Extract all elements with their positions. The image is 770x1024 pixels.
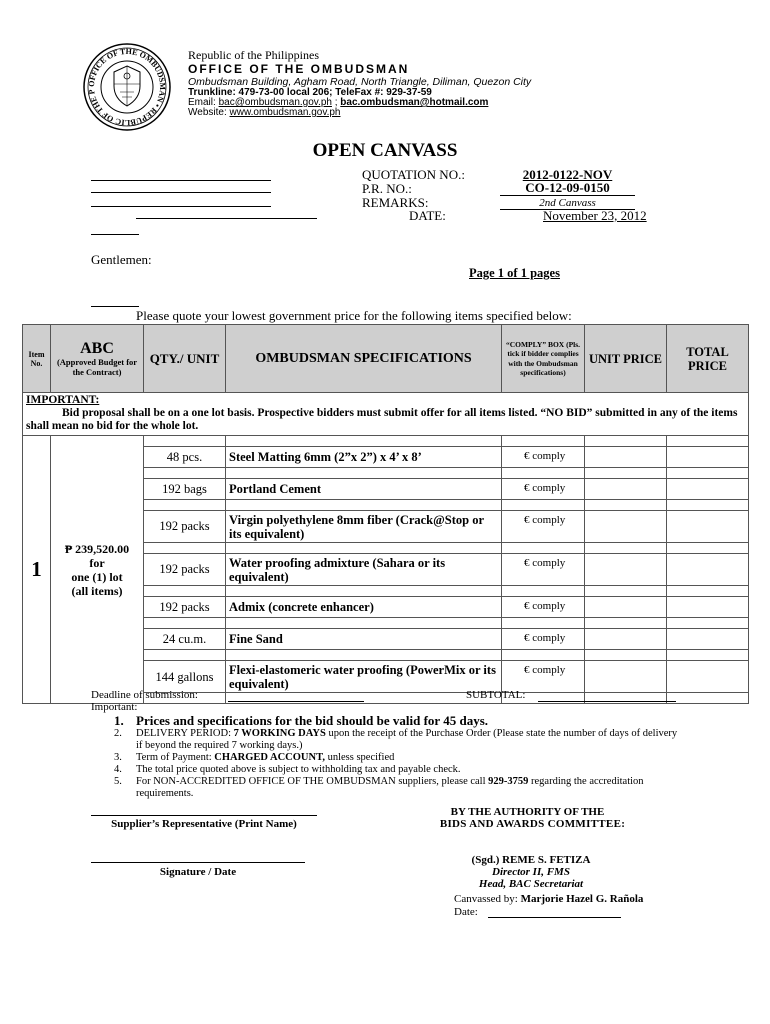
- table-header-row: [23, 325, 749, 393]
- important-cell: [23, 393, 749, 436]
- abc-amount-cell: [51, 436, 144, 704]
- salutation: Gentlemen:: [91, 252, 152, 267]
- header-abc: [51, 325, 144, 393]
- item-qty: 192 packs: [144, 554, 226, 586]
- note-number: 4.: [114, 764, 122, 775]
- authority-line-2: BIDS AND AWARDS COMMITTEE:: [439, 818, 626, 830]
- item-qty: 24 cu.m.: [144, 629, 226, 650]
- note-number: 1.: [114, 713, 124, 728]
- email-label: Email:: [188, 97, 216, 108]
- note-item: [114, 728, 684, 752]
- canvass-table: [22, 324, 749, 704]
- comply-checkbox[interactable]: € comply: [502, 597, 585, 618]
- header-total-price: TOTAL PRICE: [667, 325, 749, 393]
- blank-line: [91, 306, 139, 307]
- total-price-cell[interactable]: [667, 661, 749, 693]
- signature-date-label: Signature / Date: [159, 866, 237, 878]
- important-row: [23, 393, 749, 436]
- unit-price-cell[interactable]: [585, 554, 667, 586]
- subtotal-field[interactable]: [538, 701, 676, 702]
- total-price-cell[interactable]: [667, 597, 749, 618]
- abc-all-items: (all items): [71, 583, 123, 598]
- comply-checkbox[interactable]: € comply: [502, 479, 585, 500]
- note-text: The total price quoted above is subject to withholding tax and payable check.: [136, 764, 461, 775]
- email-link-1[interactable]: bac@ombudsman.gov.ph: [218, 97, 332, 108]
- header-item-no: Item No.: [23, 325, 51, 393]
- comply-checkbox[interactable]: € comply: [502, 447, 585, 468]
- abc-amount: ₱ 239,520.00: [64, 541, 130, 556]
- unit-price-cell[interactable]: [585, 447, 667, 468]
- website-label: Website:: [188, 107, 227, 118]
- note-text: Prices and specifications for the bid should be valid for 45 days.: [136, 713, 488, 728]
- signatory-title-2: Head, BAC Secretariat: [478, 878, 584, 890]
- blank-line: [91, 234, 139, 235]
- canvassed-name: Marjorie Hazel G. Rañola: [520, 893, 644, 905]
- item-qty: 144 gallons: [144, 661, 226, 693]
- item-qty: 192 packs: [144, 597, 226, 618]
- subtotal-label: SUBTOTAL:: [466, 689, 526, 701]
- header-abc-title: ABC: [80, 339, 114, 357]
- email-link-2[interactable]: bac.ombudsman@hotmail.com: [340, 97, 489, 108]
- important-label: IMPORTANT:: [26, 394, 100, 406]
- unit-price-cell[interactable]: [585, 479, 667, 500]
- blank-line: [91, 206, 271, 207]
- total-price-cell[interactable]: [667, 554, 749, 586]
- supplier-name-line[interactable]: [91, 815, 317, 816]
- item-qty: 48 pcs.: [144, 447, 226, 468]
- supplier-rep-label: Supplier’s Representative (Print Name): [111, 818, 297, 830]
- pr-label: P.R. NO.:: [362, 181, 412, 196]
- header-comply: “COMPLY” BOX (Pls. tick if bidder complies with the Ombudsman specifications): [502, 325, 585, 393]
- note-item: [114, 764, 684, 776]
- header-abc-sub: (Approved Budget for the Contract): [56, 356, 138, 377]
- trunkline: Trunkline: 479-73-00 local 206; TeleFax #: 929-37-59: [188, 87, 432, 98]
- unit-price-cell[interactable]: [585, 511, 667, 543]
- blank-line: [91, 180, 271, 181]
- email-sep: ;: [334, 97, 338, 108]
- canvass-date-label: Date:: [454, 906, 478, 918]
- total-price-cell[interactable]: [667, 479, 749, 500]
- canvassed-label: Canvassed by:: [454, 893, 518, 905]
- blank-line: [136, 218, 317, 219]
- quotation-value: 2012-0122-NOV: [522, 167, 613, 182]
- header-specs: OMBUDSMAN SPECIFICATIONS: [226, 325, 502, 393]
- republic-line: Republic of the Philippines: [188, 48, 319, 62]
- lot-number: 1: [23, 436, 51, 704]
- item-spec: Portland Cement: [226, 479, 502, 500]
- note-number: 2.: [114, 728, 122, 739]
- important-text: Bid proposal shall be on a one lot basis. Prospective bidders must submit offer for all items listed. “NO BID” submitted in any of the items shall mean no bid for the whole lot.: [26, 407, 738, 432]
- item-spec: Flexi-elastomeric water proofing (PowerMix or its equivalent): [226, 661, 502, 693]
- office-address: Ombudsman Building, Agham Road, North Triangle, Diliman, Quezon City: [188, 76, 532, 88]
- signatory-title-1: Director II, FMS: [492, 866, 570, 878]
- website-link[interactable]: www.ombudsman.gov.ph: [229, 107, 341, 118]
- unit-price-cell[interactable]: [585, 629, 667, 650]
- total-price-cell[interactable]: [667, 511, 749, 543]
- office-name: OFFICE OF THE OMBUDSMAN: [188, 62, 410, 76]
- canvassed-by: [454, 893, 643, 905]
- svg-text:OFFICE OF THE OMBUDSMAN • REPU: OFFICE OF THE OMBUDSMAN • REPUBLIC OF THE P: [86, 46, 168, 128]
- pr-value: CO-12-09-0150: [500, 181, 635, 196]
- comply-checkbox[interactable]: € comply: [502, 661, 585, 693]
- note-text: DELIVERY PERIOD: 7 WORKING DAYS upon the receipt of the Purchase Order (Please state the number of days of delivery if beyond the required 7 working days.): [136, 728, 678, 751]
- notes-list: [114, 713, 684, 800]
- comply-checkbox[interactable]: € comply: [502, 511, 585, 543]
- page-indicator: Page 1 of 1 pages: [469, 266, 560, 280]
- note-text: For NON-ACCREDITED OFFICE OF THE OMBUDSMAN suppliers, please call 929-3759 regarding the accreditation requirements.: [136, 776, 644, 799]
- signature-line[interactable]: [91, 862, 305, 863]
- canvass-date-field[interactable]: [488, 917, 621, 918]
- header-qty-unit: QTY./ UNIT: [144, 325, 226, 393]
- abc-for: for: [89, 555, 105, 570]
- abc-lot: one (1) lot: [71, 569, 123, 584]
- note-item: [114, 752, 684, 764]
- item-spec: Virgin polyethylene 8mm fiber (Crack@Stop or its equivalent): [226, 511, 502, 543]
- date-label: DATE:: [409, 208, 446, 223]
- item-spec: Steel Matting 6mm (2”x 2”) x 4’ x 8’: [226, 447, 502, 468]
- remarks-value: 2nd Canvass: [500, 197, 635, 210]
- signatory-name: (Sgd.) REME S. FETIZA: [471, 854, 591, 866]
- date-value: November 23, 2012: [543, 208, 647, 223]
- deadline-field[interactable]: [228, 701, 364, 702]
- note-item: [114, 713, 684, 728]
- total-price-cell[interactable]: [667, 629, 749, 650]
- note-text: Term of Payment: CHARGED ACCOUNT, unless specified: [136, 752, 395, 763]
- table-row: [23, 436, 749, 447]
- seal-icon: [82, 42, 172, 132]
- item-spec: Admix (concrete enhancer): [226, 597, 502, 618]
- authority-line-1: BY THE AUTHORITY OF THE: [450, 806, 605, 818]
- unit-price-cell[interactable]: [585, 597, 667, 618]
- comply-checkbox[interactable]: € comply: [502, 629, 585, 650]
- header-unit-price: UNIT PRICE: [585, 325, 667, 393]
- important-footer-label: Important:: [91, 701, 138, 713]
- total-price-cell[interactable]: [667, 447, 749, 468]
- page-title: OPEN CANVASS: [312, 140, 458, 161]
- item-qty: 192 bags: [144, 479, 226, 500]
- note-item: [114, 776, 684, 800]
- quotation-label: QUOTATION NO.:: [362, 167, 465, 182]
- unit-price-cell[interactable]: [585, 661, 667, 693]
- website-line: [188, 107, 341, 118]
- comply-checkbox[interactable]: € comply: [502, 554, 585, 586]
- deadline-label: Deadline of submission:: [91, 689, 198, 701]
- note-number: 3.: [114, 752, 122, 763]
- item-qty: 192 packs: [144, 511, 226, 543]
- instruction-text: Please quote your lowest government price for the following items specified below:: [136, 308, 572, 323]
- note-number: 5.: [114, 776, 122, 787]
- remarks-label: REMARKS:: [362, 195, 429, 210]
- blank-line: [91, 192, 271, 193]
- item-spec: Fine Sand: [226, 629, 502, 650]
- item-spec: Water proofing admixture (Sahara or its equivalent): [226, 554, 502, 586]
- ombudsman-seal: [82, 42, 172, 132]
